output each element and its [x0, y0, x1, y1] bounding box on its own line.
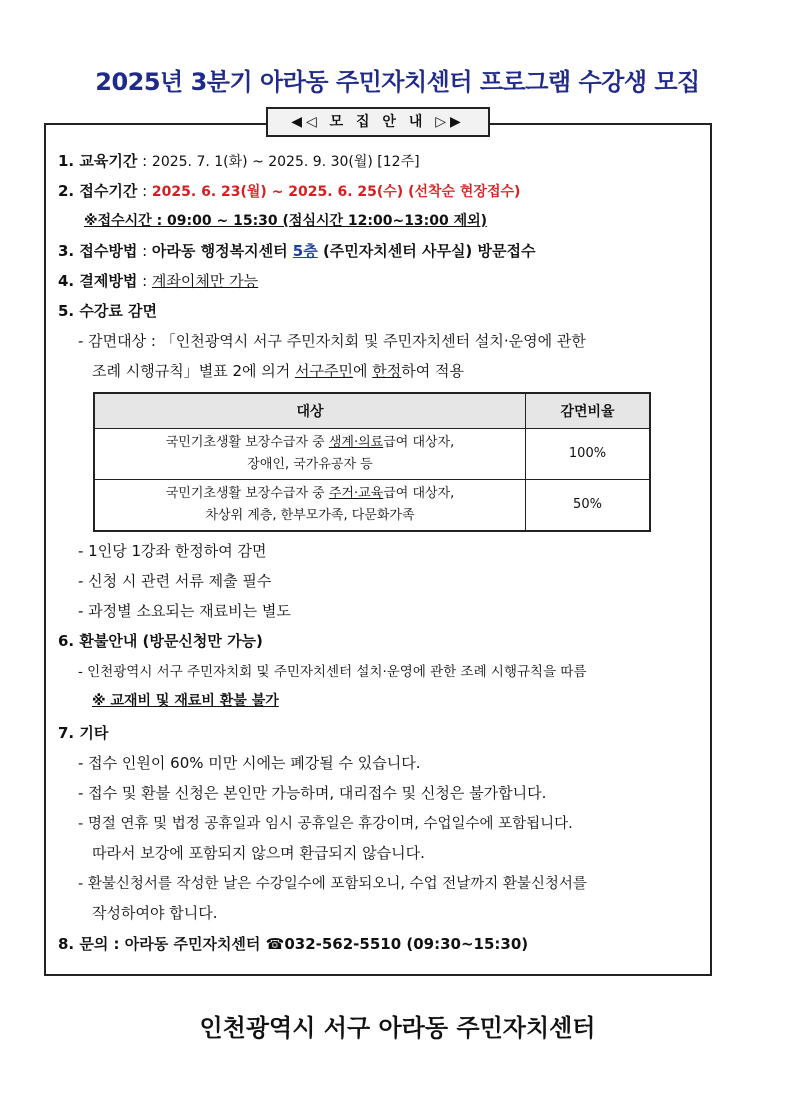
table-header-row — [94, 393, 650, 429]
etc-line: 따라서 보강에 포함되지 않으며 환급되지 않습니다. — [92, 844, 425, 862]
registration-time: ※접수시간 : 09:00 ~ 15:30 (점심시간 12:00~13:00 제외) — [84, 213, 488, 229]
text-underlined: 한정 — [372, 362, 402, 380]
text: 에 — [352, 362, 373, 380]
reduction-table — [93, 392, 651, 532]
registration-period-value: 2025. 6. 23(월) ~ 2025. 6. 25(수) (선착순 현장접수) — [151, 184, 521, 200]
text: 급여 대상자, — [383, 435, 455, 450]
reduction-note: - 신청 시 관련 서류 제출 필수 — [78, 572, 272, 590]
sep: : — [137, 272, 152, 290]
refund-rule: - 인천광역시 서구 주민자치회 및 주민자치센터 설치·운영에 관한 조례 시행규칙을 따름 — [78, 664, 587, 680]
education-period-row — [58, 150, 420, 171]
sep: : — [137, 242, 152, 260]
refund-heading: 6. 환불안내 (방문신청만 가능) — [58, 632, 263, 650]
text: 하여 적용 — [401, 362, 464, 380]
table-row — [94, 429, 650, 480]
footer-organization: 인천광역시 서구 아라동 주민자치센터 — [199, 1014, 596, 1042]
header-rate: 감면비율 — [526, 393, 651, 429]
text: 급여 대상자, — [383, 486, 455, 501]
text-underlined: 주거·교육 — [328, 486, 384, 501]
rate-cell: 100% — [526, 429, 651, 480]
target-cell — [94, 480, 526, 532]
recruitment-banner: ◀◁ 모 집 안 내 ▷▶ — [266, 107, 490, 137]
registration-method-row — [58, 240, 535, 261]
target-cell — [94, 429, 526, 480]
header-target: 대상 — [94, 393, 526, 429]
reduction-note: - 과정별 소요되는 재료비는 별도 — [78, 602, 291, 620]
contact-line: 8. 문의 : 아라동 주민자치센터 ☎032-562-5510 (09:30~15:30) — [58, 935, 529, 953]
payment-method-value: 계좌이체만 가능 — [151, 272, 259, 290]
text: 국민기초생활 보장수급자 중 — [165, 486, 329, 501]
payment-method-label: 4. 결제방법 — [58, 272, 138, 290]
etc-line: - 환불신청서를 작성한 날은 수강일수에 포함되오니, 수업 전날까지 환불신청서를 — [78, 876, 587, 892]
method-post: (주민자치센터 사무실) 방문접수 — [317, 242, 536, 260]
registration-method-label: 3. 접수방법 — [58, 242, 138, 260]
reduction-target-line1: - 감면대상 : 「인천광역시 서구 주민자치회 및 주민자치센터 설치·운영에 관한 — [78, 332, 586, 350]
etc-line: - 접수 및 환불 신청은 본인만 가능하며, 대리접수 및 신청은 불가합니다. — [78, 784, 547, 802]
rate-cell: 50% — [526, 480, 651, 532]
method-pre: 아라동 행정복지센터 — [151, 242, 293, 260]
payment-method-row — [58, 270, 258, 291]
refund-notice: ※ 교재비 및 재료비 환불 불가 — [92, 693, 279, 709]
text-underlined: 생계·의료 — [328, 435, 384, 450]
education-period-value: 2025. 7. 1(화) ~ 2025. 9. 30(월) [12주] — [151, 154, 420, 170]
registration-period-row — [58, 180, 520, 201]
page-title: 2025년 3분기 아라동 주민자치센터 프로그램 수강생 모집 — [95, 68, 700, 96]
etc-line: - 접수 인원이 60% 미만 시에는 폐강될 수 있습니다. — [78, 754, 421, 772]
reduction-note: - 1인당 1강좌 한정하여 감면 — [78, 542, 267, 560]
floor-value: 5층 — [292, 242, 318, 260]
table-row — [94, 480, 650, 532]
reduction-target-line2 — [92, 360, 464, 381]
sep: : — [137, 182, 152, 200]
fee-reduction-heading: 5. 수강료 감면 — [58, 302, 158, 320]
text: 차상위 계층, 한부모가족, 다문화가족 — [205, 508, 415, 523]
text: 국민기초생활 보장수급자 중 — [165, 435, 329, 450]
text-underlined: 서구주민 — [295, 362, 353, 380]
text: 조례 시행규칙」별표 2에 의거 — [92, 362, 296, 380]
etc-line: - 명절 연휴 및 법정 공휴일과 임시 공휴일은 휴강이며, 수업일수에 포함됩니다. — [78, 816, 573, 832]
registration-period-label: 2. 접수기간 — [58, 182, 138, 200]
etc-heading: 7. 기타 — [58, 724, 109, 742]
sep: : — [137, 152, 152, 170]
etc-line: 작성하여야 합니다. — [92, 904, 218, 922]
text: 장애인, 국가유공자 등 — [247, 457, 373, 472]
education-period-label: 1. 교육기간 — [58, 152, 138, 170]
